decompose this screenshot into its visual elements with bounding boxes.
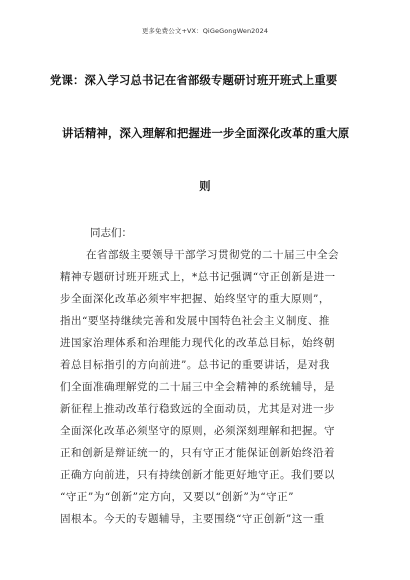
body-line: 着总目标指引的方向前进”。总书记的重要讲话，是对我: [60, 359, 330, 371]
body-line: 进国家治理体系和治理能力现代化的改革总目标，始终朝: [60, 337, 335, 349]
document-title-line-3: 则: [199, 180, 211, 193]
body-line: 固根本。今天的专题辅导，主要围绕“守正创新”这一重: [60, 513, 325, 525]
body-line: 新征程上推动改革行稳致远的全面动员，尤其是对进一步: [60, 403, 335, 415]
document-title-line-1: 党课：深入学习总书记在省部级专题研讨班开班式上重要: [50, 74, 338, 87]
body-line: 们全面准确理解党的二十届三中全会精神的系统辅导，是: [60, 381, 335, 393]
salutation: 同志们：: [90, 227, 132, 239]
body-line: 全面深化改革必须坚守的原则，必须深刻理解和把握。守: [60, 425, 335, 437]
page-header-text: 更多免费公文+VX：QiGeGongWen2024: [141, 27, 269, 35]
body-line: 精神专题研讨班开班式上，*总书记强调“守正创新是进一: [60, 271, 336, 283]
body-line: 步全面深化改革必须牢牢把握、始终坚守的重大原则”，: [60, 293, 330, 305]
body-line: 正和创新是辩证统一的，只有守正才能保证创新始终沿着: [60, 447, 335, 459]
document-title-line-2: 讲话精神，深入理解和把握进一步全面深化改革的重大原: [62, 127, 350, 140]
body-line: 指出“要坚持继续完善和发展中国特色社会主义制度、推: [60, 315, 330, 327]
body-line: 正确方向前进，只有持续创新才能更好地守正。我们要以: [60, 469, 335, 481]
body-line: 在省部级主要领导干部学习贯彻党的二十届三中全会: [86, 249, 339, 261]
body-line: “守正”为“创新”定方向，又要以“创新”为“守正”: [60, 491, 294, 503]
